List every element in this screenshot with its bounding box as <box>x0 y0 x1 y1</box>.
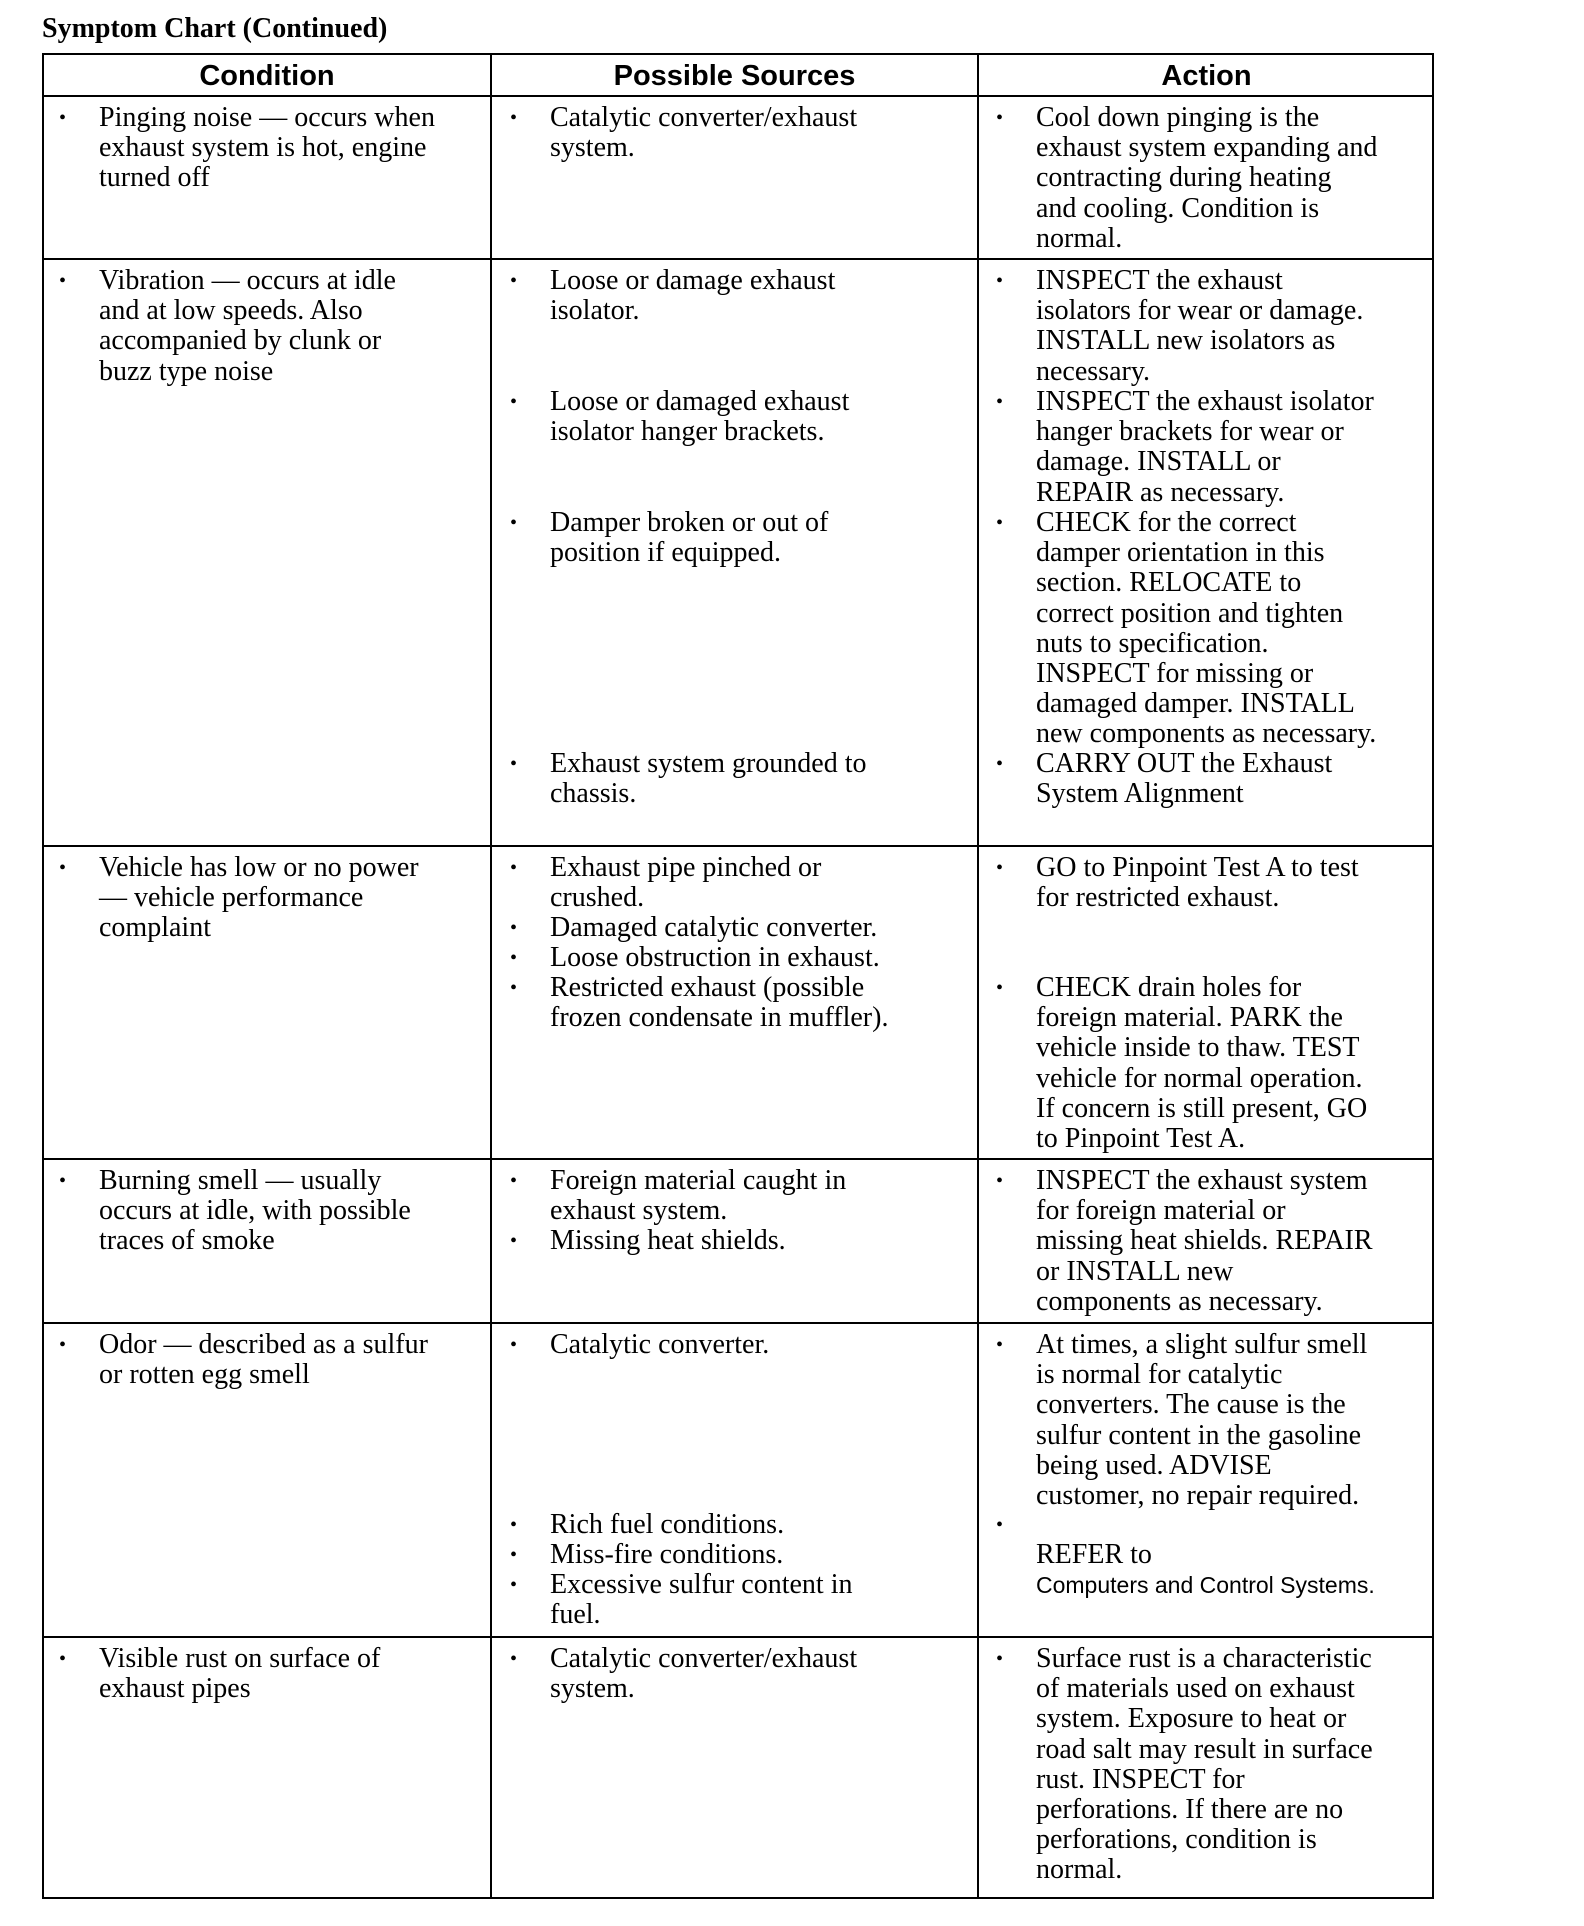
action-item: • At times, a slight sulfur smell is normal for catalytic converters. The cause is the sulfur content in the gasoline being used. ADVISE customer, no repair required. <box>1036 1330 1426 1511</box>
condition-cell: • Vehicle has low or no power — vehicle performance complaint <box>99 853 489 944</box>
action-item: • CHECK for the correct damper orientation in this section. RELOCATE to correct position and tighten nuts to specification. INSPECT for missing or damaged damper. INSTALL new components as necessary. <box>1036 508 1426 750</box>
source-item: • Loose or damaged exhaust isolator hanger brackets. <box>550 387 990 447</box>
condition-cell: • Pinging noise — occurs when exhaust system is hot, engine turned off <box>99 103 489 194</box>
action-item: • CARRY OUT the Exhaust System Alignment <box>1036 749 1426 809</box>
action-item: • GO to Pinpoint Test A to test for restricted exhaust. <box>1036 853 1426 913</box>
row-divider <box>44 845 1432 847</box>
condition-cell: • Burning smell — usually occurs at idle, with possible traces of smoke <box>99 1166 489 1257</box>
row-divider <box>44 1636 1432 1638</box>
source-item: • Catalytic converter/exhaust system. <box>550 1644 990 1704</box>
source-item: • Damaged catalytic converter. <box>550 913 990 943</box>
action-item-text: REFER to <box>1036 1539 1152 1571</box>
action-item: • INSPECT the exhaust isolators for wear or damage. INSTALL new isolators as necessary. <box>1036 266 1426 387</box>
source-item: • Exhaust pipe pinched or crushed. <box>550 853 990 913</box>
action-item <box>1036 1510 1426 1601</box>
source-item: • Loose obstruction in exhaust. <box>550 943 990 973</box>
row-divider <box>44 1322 1432 1324</box>
source-item: • Missing heat shields. <box>550 1226 990 1256</box>
action-reference: Computers and Control Systems. <box>1036 1572 1375 1599</box>
source-item: • Catalytic converter/exhaust system. <box>550 103 990 163</box>
source-item: • Catalytic converter. <box>550 1330 990 1360</box>
action-item: • INSPECT the exhaust system for foreign material or missing heat shields. REPAIR or INSTALL new components as necessary. <box>1036 1166 1426 1317</box>
condition-cell: • Vibration — occurs at idle and at low speeds. Also accompanied by clunk or buzz type noise <box>99 266 489 387</box>
source-item: • Damper broken or out of position if equipped. <box>550 508 990 568</box>
row-divider <box>44 258 1432 260</box>
column-header-action: Action <box>1161 59 1252 92</box>
column-header-sources: Possible Sources <box>613 59 856 92</box>
source-item: • Foreign material caught in exhaust system. <box>550 1166 990 1226</box>
chart-title: Symptom Chart (Continued) <box>42 13 388 44</box>
source-item: • Loose or damage exhaust isolator. <box>550 266 990 326</box>
source-item: • Exhaust system grounded to chassis. <box>550 749 990 809</box>
symptom-table <box>42 53 1434 1899</box>
action-item: • INSPECT the exhaust isolator hanger brackets for wear or damage. INSTALL or REPAIR as necessary. <box>1036 387 1426 508</box>
source-item: • Restricted exhaust (possible frozen condensate in muffler). <box>550 973 990 1033</box>
action-item: • Surface rust is a characteristic of materials used on exhaust system. Exposure to heat or road salt may result in surface rust. INSPECT for perforations. If there are no perforations, condition is normal. <box>1036 1644 1426 1886</box>
source-item: • Miss-fire conditions. <box>550 1540 990 1570</box>
action-item: • CHECK drain holes for foreign material. PARK the vehicle inside to thaw. TEST vehicle for normal operation. If concern is still present, GO to Pinpoint Test A. <box>1036 973 1426 1154</box>
action-item: • Cool down pinging is the exhaust system expanding and contracting during heating and cooling. Condition is normal. <box>1036 103 1426 254</box>
column-divider <box>490 55 492 1897</box>
column-header-condition: Condition <box>199 59 335 92</box>
condition-cell: • Visible rust on surface of exhaust pipes <box>99 1644 489 1704</box>
condition-cell: • Odor — described as a sulfur or rotten egg smell <box>99 1330 489 1390</box>
source-item: • Excessive sulfur content in fuel. <box>550 1570 990 1630</box>
source-item: • Rich fuel conditions. <box>550 1510 990 1540</box>
row-divider <box>44 1158 1432 1160</box>
